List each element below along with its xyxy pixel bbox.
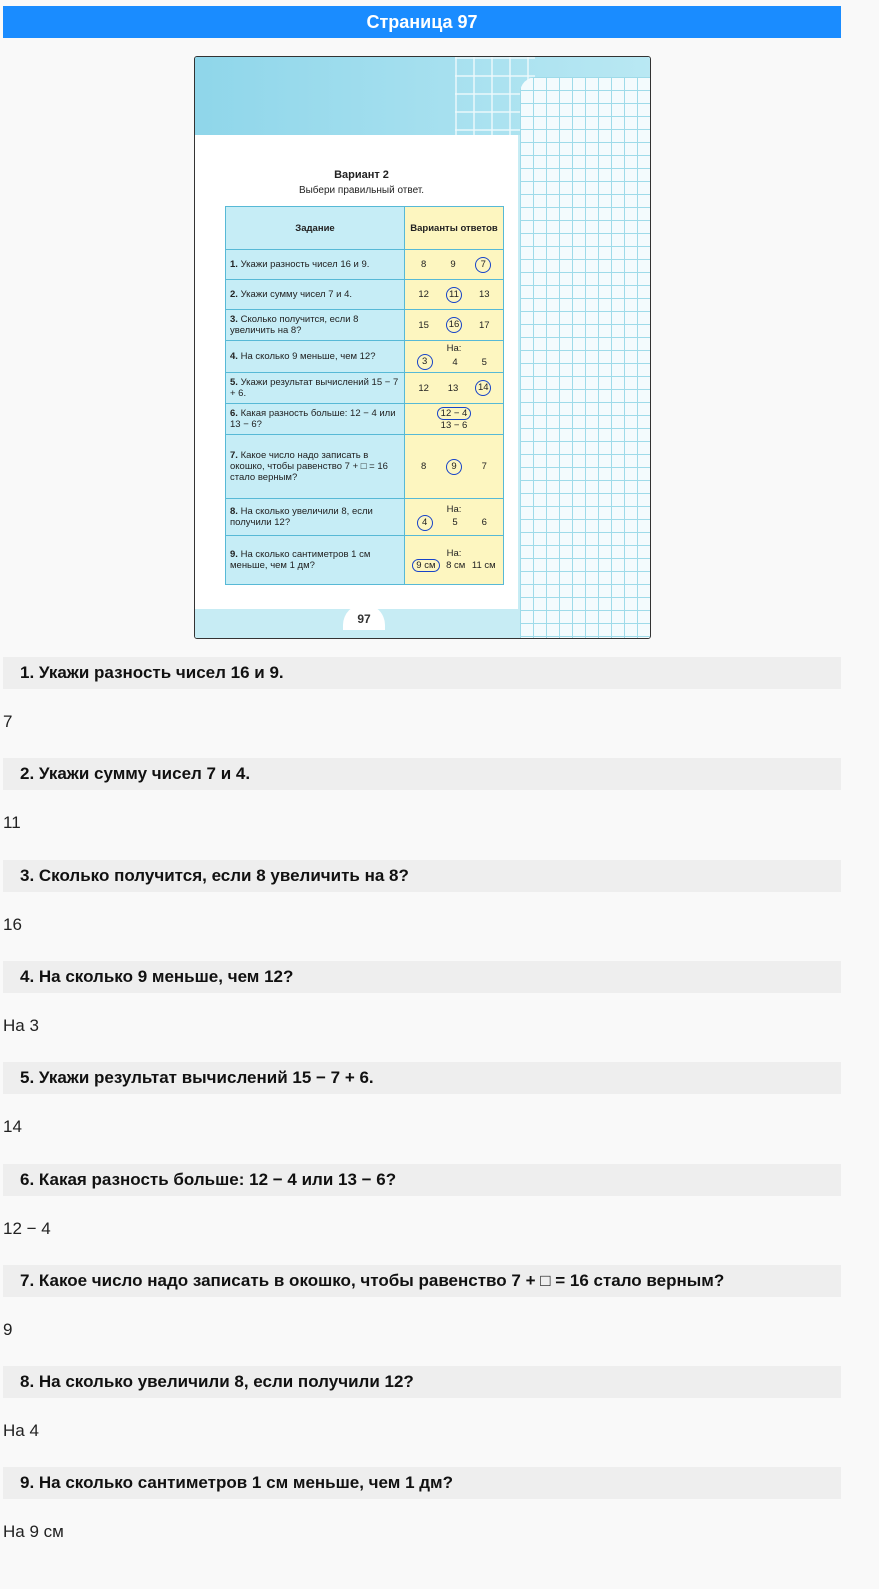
question-block	[3, 758, 841, 833]
option: 15	[418, 319, 429, 331]
selected-option: 12 − 4	[437, 407, 472, 420]
option: 12	[418, 382, 429, 394]
table-row	[226, 499, 504, 536]
answer-prefix: На:	[446, 548, 462, 559]
graph-paper	[520, 77, 650, 638]
selected-option: 14	[475, 380, 491, 396]
option: 9	[450, 259, 456, 270]
question-block	[3, 1366, 841, 1441]
option: 4	[452, 356, 458, 368]
answer-text: 7	[3, 712, 13, 731]
table-row	[226, 341, 504, 373]
question-heading: 2. Укажи сумму чисел 7 и 4.	[3, 758, 841, 790]
column-header-answers: Варианты ответов	[405, 207, 504, 250]
question-heading: 1. Укажи разность чисел 16 и 9.	[3, 657, 841, 689]
answer-text: 12 − 4	[3, 1218, 51, 1238]
answer-text: 9	[3, 1319, 13, 1339]
question-block	[3, 1164, 841, 1239]
option: 13	[479, 289, 490, 300]
question-heading: 7. Какое число надо записать в окошко, чтобы равенство 7 + □ = 16 стало верным?	[3, 1265, 841, 1297]
textbook-page-image	[194, 56, 651, 639]
option: 13 − 6	[440, 420, 468, 431]
question-block	[3, 961, 841, 1036]
selected-option: 9 см	[412, 559, 439, 572]
option: 8	[421, 461, 427, 472]
option: 13	[447, 382, 459, 394]
option: 11 см	[471, 560, 496, 571]
question-heading: 5. Укажи результат вычислений 15 − 7 + 6.	[3, 1062, 841, 1094]
selected-option: 11	[446, 287, 462, 303]
instruction: Выбери правильный ответ.	[298, 185, 425, 196]
page-title: Страница 97	[3, 6, 841, 38]
selected-option: 4	[417, 515, 433, 531]
answer-text: 16	[3, 914, 22, 934]
table-row	[226, 373, 504, 404]
task-text: 7. Какое число надо записать в окошко, чтобы равенство 7 + □ = 16 стало верным?	[226, 435, 405, 499]
answer-options	[405, 280, 504, 310]
answer-options	[405, 499, 504, 536]
task-text: 4. На сколько 9 меньше, чем 12?	[226, 341, 405, 373]
option: 5	[481, 356, 487, 368]
question-block	[3, 1265, 841, 1340]
option: 7	[481, 461, 487, 472]
answer-options	[405, 435, 504, 499]
table-row	[226, 536, 504, 585]
question-heading: 3. Сколько получится, если 8 увеличить на 8?	[3, 860, 841, 892]
answer-text: 14	[3, 1117, 22, 1137]
task-text: 1. Укажи разность чисел 16 и 9.	[226, 250, 405, 280]
answer-options	[405, 341, 504, 373]
answer-text: На 9 см	[3, 1522, 64, 1542]
selected-option: 3	[417, 354, 433, 370]
selected-option: 9	[446, 459, 462, 475]
question-block	[3, 1467, 841, 1542]
answer-text: На 4	[3, 1421, 39, 1441]
table-row	[226, 250, 504, 280]
table-row	[226, 404, 504, 435]
table-row	[226, 280, 504, 310]
selected-option: 7	[475, 257, 491, 273]
task-text: 8. На сколько увеличили 8, если получили 12?	[226, 499, 405, 536]
option: 8	[421, 259, 427, 270]
column-header-task: Задание	[226, 207, 405, 250]
answer-options	[405, 404, 504, 435]
table-row	[226, 435, 504, 499]
variant-title: Вариант 2	[334, 169, 389, 181]
answer-options	[405, 373, 504, 404]
answer-text: На 3	[3, 1015, 39, 1035]
question-block	[3, 1062, 841, 1137]
answer-options	[405, 536, 504, 585]
answer-prefix: На:	[446, 503, 462, 515]
option: 6	[481, 517, 487, 528]
task-text: 5. Укажи результат вычислений 15 − 7 + 6.	[226, 373, 405, 404]
question-heading: 6. Какая разность больше: 12 − 4 или 13 − 6?	[3, 1164, 841, 1196]
task-text: 6. Какая разность больше: 12 − 4 или 13 − 6?	[226, 404, 405, 435]
question-heading: 4. На сколько 9 меньше, чем 12?	[3, 961, 841, 993]
answer-options	[405, 310, 504, 341]
answer-prefix: На:	[446, 343, 462, 354]
selected-option: 16	[446, 317, 462, 333]
option: 5	[452, 517, 458, 528]
answer-options	[405, 250, 504, 280]
option: 8 см	[446, 560, 466, 571]
question-block	[3, 657, 841, 732]
task-text: 2. Укажи сумму чисел 7 и 4.	[226, 280, 405, 310]
option: 17	[479, 319, 490, 331]
question-heading: 8. На сколько увеличили 8, если получили 12?	[3, 1366, 841, 1398]
page-number: 97	[343, 604, 385, 630]
tasks-table	[225, 206, 504, 585]
table-row	[226, 310, 504, 341]
option: 12	[418, 289, 429, 300]
question-heading: 9. На сколько сантиметров 1 см меньше, чем 1 дм?	[3, 1467, 841, 1499]
answer-text: 11	[3, 813, 21, 833]
task-text: 9. На сколько сантиметров 1 см меньше, чем 1 дм?	[226, 536, 405, 585]
task-text: 3. Сколько получится, если 8 увеличить на 8?	[226, 310, 405, 341]
question-block	[3, 860, 841, 935]
